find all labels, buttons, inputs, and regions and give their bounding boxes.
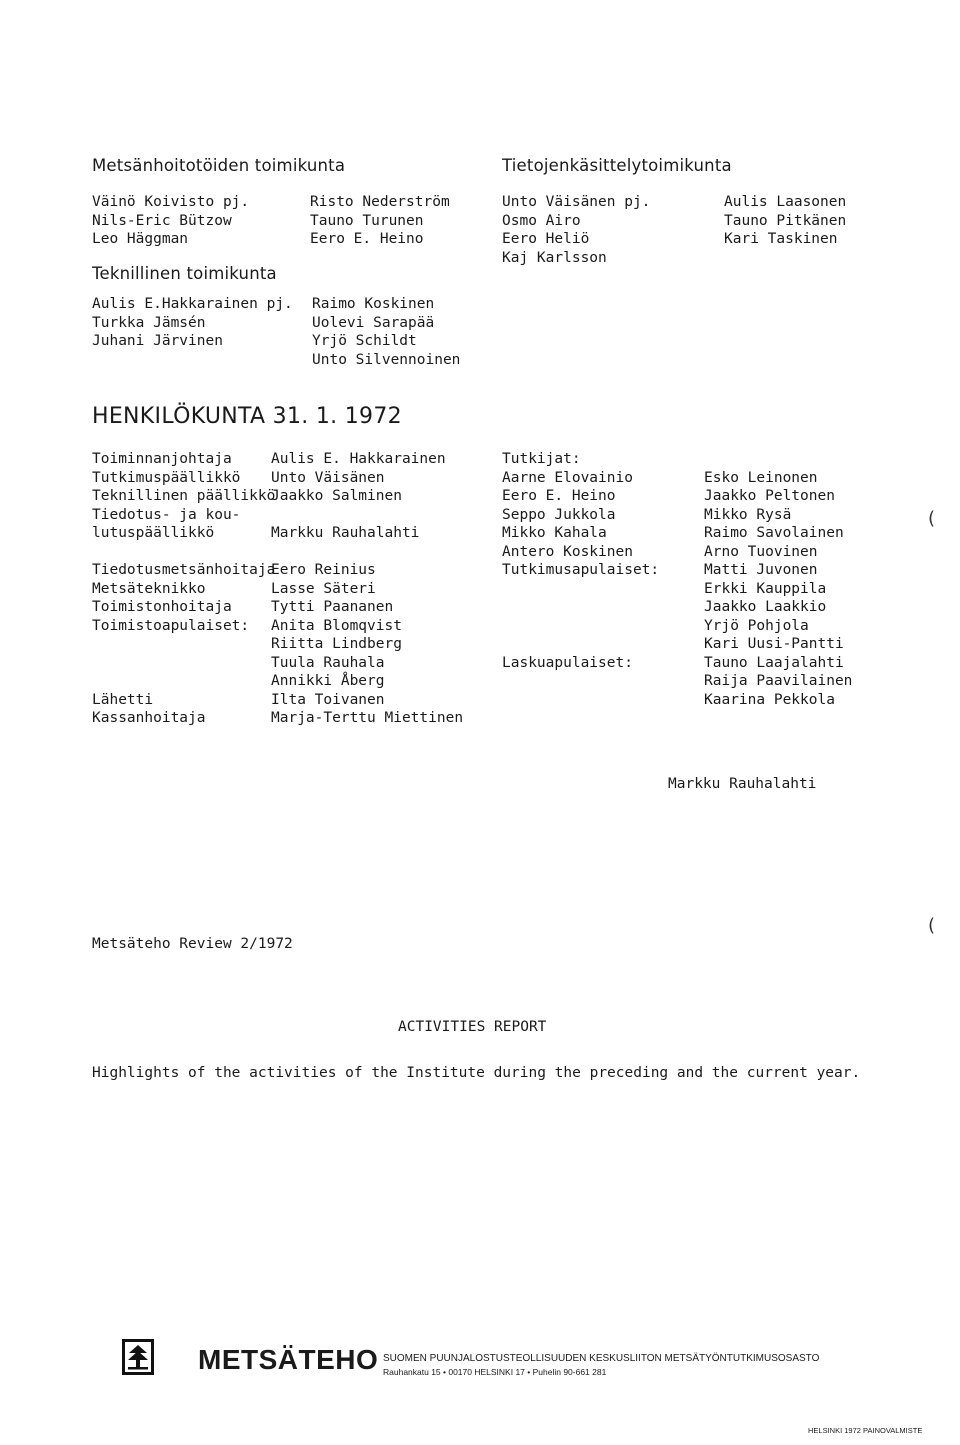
role: Tutkimuspäällikkö xyxy=(92,469,241,486)
staff-name: Unto Väisänen xyxy=(271,469,385,486)
staff-name: Jaakko Peltonen xyxy=(704,488,835,504)
label xyxy=(502,598,659,617)
staff-name xyxy=(271,543,463,562)
address-line: Rauhankatu 15 • 00170 HELSINKI 17 • Puhelin 90-661 281 xyxy=(383,1367,607,1377)
researcher-name: Mikko Kahala xyxy=(502,525,607,541)
staff-name: Riitta Lindberg xyxy=(271,636,402,652)
report-summary: Highlights of the activities of the Institute during the preceding and the current year. xyxy=(92,1065,861,1081)
staff-name: Jaakko Salminen xyxy=(271,488,402,504)
staff-name: Kaarina Pekkola xyxy=(704,691,835,708)
role: Lähetti xyxy=(92,691,154,708)
role xyxy=(92,635,275,654)
punch-hole-mark: ( xyxy=(928,508,936,529)
staff-name: Arno Tuovinen xyxy=(704,543,818,560)
member: Nils-Eric Bützow xyxy=(92,212,232,229)
role: Toimistoapulaiset: xyxy=(92,617,250,634)
member: Yrjö Schildt xyxy=(312,333,417,349)
staff-names xyxy=(271,450,463,728)
logo-wordmark: METSÄTEHO xyxy=(198,1344,379,1375)
member: Kari Taskinen xyxy=(724,231,838,247)
member: Eero E. Heino xyxy=(310,231,424,247)
member: Aulis E.Hakkarainen pj. xyxy=(92,296,293,312)
technical-committee-title: Teknillinen toimikunta xyxy=(92,264,277,283)
researcher-labels xyxy=(502,450,659,672)
staff-name: Lasse Säteri xyxy=(271,580,376,597)
member: Risto Nederström xyxy=(310,194,450,210)
member: Uolevi Sarapää xyxy=(312,314,435,331)
member: Turkka Jämsén xyxy=(92,314,206,331)
member: Väinö Koivisto pj. xyxy=(92,194,250,210)
data-processing-committee-title: Tietojenkäsittelytoimikunta xyxy=(502,156,732,175)
staff-name: Annikki Åberg xyxy=(271,673,385,689)
label: Laskuapulaiset: xyxy=(502,654,633,671)
staff-roles xyxy=(92,450,275,728)
researcher-name: Eero E. Heino xyxy=(502,488,616,504)
silviculture-col2 xyxy=(310,193,450,249)
member: Aulis Laasonen xyxy=(724,194,847,210)
staff-name xyxy=(271,506,463,525)
staff-name: Markku Rauhalahti xyxy=(271,525,420,541)
member: Tauno Turunen xyxy=(310,212,424,229)
staff-name: Raija Paavilainen xyxy=(704,673,853,689)
member: Raimo Koskinen xyxy=(312,296,435,312)
silviculture-committee-title: Metsänhoitotöiden toimikunta xyxy=(92,156,346,175)
label xyxy=(502,580,659,599)
label: Tutkijat: xyxy=(502,451,581,467)
staff-name: Jaakko Laakkio xyxy=(704,599,827,615)
staff-name: Raimo Savolainen xyxy=(704,525,844,541)
role: Metsäteknikko xyxy=(92,580,206,597)
role: Teknillinen päällikkö xyxy=(92,488,276,504)
role: lutuspäällikkö xyxy=(92,525,215,541)
role xyxy=(92,654,275,673)
member: Unto Silvennoinen xyxy=(312,351,461,368)
organization-line: SUOMEN PUUNJALOSTUSTEOLLISUUDEN KESKUSLIITON METSÄTYÖNTUTKIMUSOSASTO xyxy=(383,1353,820,1364)
staff-name: Eero Reinius xyxy=(271,562,376,578)
researcher-name: Seppo Jukkola xyxy=(502,506,616,523)
silviculture-col1 xyxy=(92,193,249,249)
label: Tutkimusapulaiset: xyxy=(502,562,660,578)
label xyxy=(502,617,659,636)
staff-name xyxy=(704,450,852,469)
staff-name: Tuula Rauhala xyxy=(271,654,385,671)
staff-name: Mikko Rysä xyxy=(704,506,792,523)
member: Osmo Airo xyxy=(502,212,581,229)
staff-name: Ilta Toivanen xyxy=(271,691,385,708)
role: Kassanhoitaja xyxy=(92,710,206,726)
role xyxy=(92,672,275,691)
staff-name: Matti Juvonen xyxy=(704,562,818,578)
member: Eero Heliö xyxy=(502,231,590,247)
researcher-name: Aarne Elovainio xyxy=(502,469,633,486)
member: Leo Häggman xyxy=(92,231,189,247)
staff-name: Erkki Kauppila xyxy=(704,580,827,597)
technical-col1 xyxy=(92,295,293,351)
signature: Markku Rauhalahti xyxy=(668,776,817,792)
review-series: Metsäteho Review 2/1972 xyxy=(92,936,293,952)
staff-name: Tytti Paananen xyxy=(271,599,394,615)
member: Juhani Järvinen xyxy=(92,333,223,349)
label xyxy=(502,635,659,654)
assistant-names xyxy=(704,450,852,709)
researcher-name: Antero Koskinen xyxy=(502,543,633,560)
member: Tauno Pitkänen xyxy=(724,212,847,229)
data-processing-col2 xyxy=(724,193,846,249)
staff-name: Marja-Terttu Miettinen xyxy=(271,710,464,726)
staff-name: Kari Uusi-Pantti xyxy=(704,636,844,652)
member: Kaj Karlsson xyxy=(502,249,607,266)
role xyxy=(92,543,275,562)
punch-hole-mark: ( xyxy=(928,915,936,936)
data-processing-col1 xyxy=(502,193,650,267)
staff-name: Tauno Laajalahti xyxy=(704,654,844,671)
staff-name: Anita Blomqvist xyxy=(271,617,402,634)
technical-col2 xyxy=(312,295,460,369)
staff-name: Aulis E. Hakkarainen xyxy=(271,451,446,467)
staff-name: Esko Leinonen xyxy=(704,469,818,486)
report-heading: ACTIVITIES REPORT xyxy=(398,1019,547,1035)
role: Tiedotusmetsänhoitaja xyxy=(92,562,276,578)
role: Toimistonhoitaja xyxy=(92,599,232,615)
staff-title: HENKILÖKUNTA 31. 1. 1972 xyxy=(92,404,402,429)
role: Tiedotus- ja kou- xyxy=(92,506,241,523)
metsateho-logo-icon xyxy=(122,1339,154,1375)
staff-name: Yrjö Pohjola xyxy=(704,617,809,634)
member: Unto Väisänen pj. xyxy=(502,194,651,210)
role: Toiminnanjohtaja xyxy=(92,451,232,467)
printer-imprint: HELSINKI 1972 PAINOVALMISTE xyxy=(808,1426,923,1435)
